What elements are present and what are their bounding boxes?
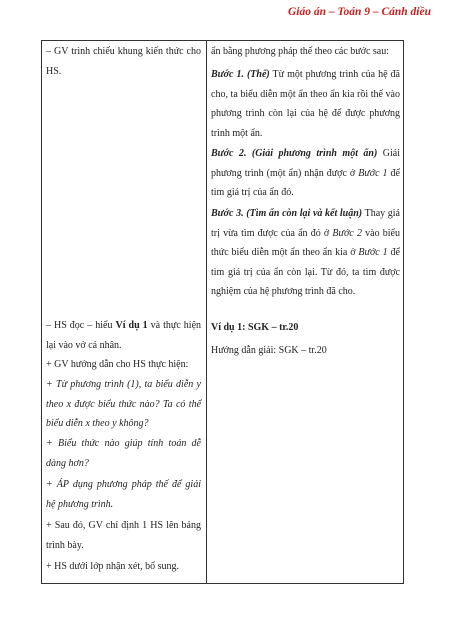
step-2: Bước 2. (Giải phương trình một ẩn) Giải phương trình (một ẩn) nhận được ở Bước 1 để tìm giá trị của ẩn đó.	[211, 148, 401, 198]
left-paragraph-7: + Sau đó, GV chỉ định 1 HS lên bảng trình bày.	[46, 520, 201, 551]
left-paragraph-2: – HS đọc – hiểu Ví dụ 1 và thực hiện lại vào vở cá nhân.	[46, 320, 202, 351]
left-paragraph-1: – GV trình chiếu khung kiến thức cho HS.	[46, 46, 201, 77]
left-paragraph-4: + Từ phương trình (1), ta biểu diễn y theo x được biểu thức nào? Ta có thể biểu diễn x theo y không?	[46, 379, 202, 429]
step-3: Bước 3. (Tìm ẩn còn lại và kết luận) Thay giá trị vừa tìm được của ẩn đó ở Bước 2 vào biểu thức biểu diễn một ẩn theo ẩn kia ở Bước 1 để tìm giá trị của ẩn còn lại. Từ đó, ta tìm được nghiệm của hệ phương trình đã cho.	[211, 208, 401, 297]
left-paragraph-6: + ÁP dụng phương pháp thế để giải hệ phương trình.	[46, 479, 201, 510]
right-intro: ẩn bằng phương pháp thế theo các bước sau:	[211, 46, 390, 57]
solution-guide: Hướng dẫn giải: SGK – tr.20	[211, 345, 327, 356]
left-paragraph-8: + HS dưới lớp nhận xét, bổ sung.	[46, 561, 180, 572]
step-1: Bước 1. (Thế) Từ một phương trình của hệ đã cho, ta biểu diễn một ẩn theo ẩn kia rồi thế vào phương trình còn lại của hệ để được phương trình một ẩn.	[211, 69, 400, 139]
left-paragraph-3: + GV hướng dẫn cho HS thực hiện:	[46, 359, 189, 370]
lesson-table	[41, 40, 404, 584]
page-header-title: Giáo án – Toán 9 – Cánh diều	[287, 6, 431, 18]
example-1-heading: Ví dụ 1: SGK – tr.20	[211, 322, 299, 333]
column-divider	[206, 41, 207, 583]
left-paragraph-5: + Biểu thức nào giúp tính toán dễ dàng hơn?	[46, 438, 201, 469]
